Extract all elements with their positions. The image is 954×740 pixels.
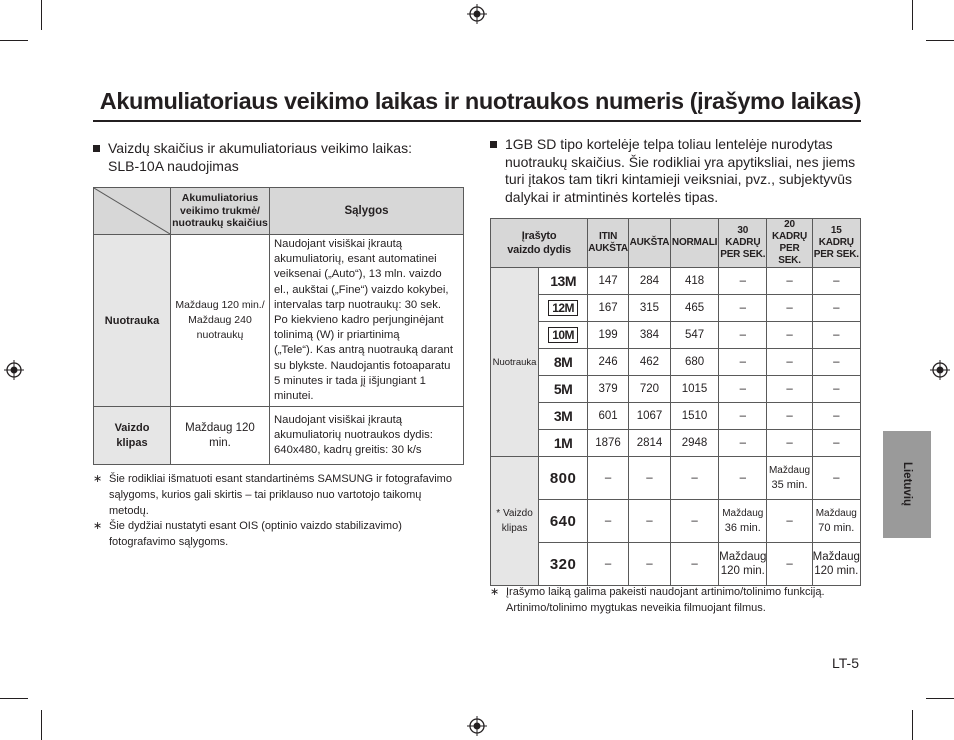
- table-row: 1M 1876 2814 2948 – – –: [491, 430, 861, 457]
- table-row: 320 – – – Maždaug 120 min. – Maždaug 120 min.: [491, 543, 861, 586]
- crop-mark: [926, 698, 954, 699]
- table-row: 3M 601 1067 1510 – – –: [491, 403, 861, 430]
- photo-conditions-cell: Naudojant visiškai įkrautą akumuliatorių, esant automatinei veiksenai („Auto“), 13 mln. vaizdo el., aukštai („Fine“) vaizdo kokybei, intervalas tarp nuotraukų: 30 sek. Po kiekvieno kadro perjunginėjant tolinimą (W) ir priartinimą („Tele“). Kas antrą nuotrauką darant su blykste. Naudojantis fotoaparatu 5 minutes ir tada jį išjungiant 1 minutei.: [270, 235, 464, 407]
- storage-table: [490, 218, 861, 586]
- header-conditions: Sąlygos: [270, 188, 464, 235]
- table-row: 8M 246 462 680 – – –: [491, 349, 861, 376]
- size-1m-icon: 1M: [539, 430, 588, 457]
- size-5m-icon: 5M: [539, 376, 588, 403]
- table-row: 640 – – – Maždaug 36 min. – Maždaug 70 min.: [491, 500, 861, 543]
- size-3m-icon: 3M: [539, 403, 588, 430]
- language-side-tab: [883, 431, 931, 538]
- header-15fps: 15 KADRŲ PER SEK.: [812, 219, 860, 268]
- footnote: ∗ Šie dydžiai nustatyti esant OIS (optinio vaizdo stabilizavimo) fotografavimo sąlygoms.: [93, 520, 402, 548]
- size-12m-icon: 12M: [539, 295, 588, 322]
- language-label: Lietuvių: [901, 461, 913, 507]
- right-bullet: 1GB SD tipo kortelėje telpa toliau lentelėje nurodytas nuotraukų skaičius. Šie rodikliai yra apytiksliai, nes jiems turi įtakos tam tikri kintamieji veiksniai, pvz., subjektyvūs dalykai ir atmintinės kortelės tipas.: [490, 136, 862, 208]
- page-number: LT-5: [832, 655, 859, 671]
- bullet-square-icon: [490, 141, 497, 148]
- table-row: 5M 379 720 1015 – – –: [491, 376, 861, 403]
- row-label-photo: Nuotrauka: [94, 235, 171, 407]
- video-time-cell: Maždaug 120 min.: [171, 407, 270, 465]
- diagonal-corner-cell: [94, 188, 171, 235]
- size-10m-icon: 10M: [539, 322, 588, 349]
- video-group-label: * Vaizdo klipas: [491, 457, 539, 586]
- crop-mark: [0, 40, 28, 41]
- crop-mark: [41, 0, 42, 30]
- header-30fps: 30 KADRŲ PER SEK.: [719, 219, 767, 268]
- crop-mark: [0, 698, 28, 699]
- footnote: ∗ Šie rodikliai išmatuoti esant standartinėms SAMSUNG ir fotografavimo sąlygoms, kurios gali skirtis – tai priklauso nuo vartotojo taikomų metodų.: [93, 473, 452, 517]
- header-battery-time: Akumuliatorius veikimo trukmė/ nuotraukų skaičius: [171, 188, 270, 235]
- battery-table: [93, 187, 464, 465]
- registration-mark-icon: [930, 360, 950, 380]
- crop-mark: [912, 710, 913, 740]
- crop-mark: [926, 40, 954, 41]
- video-conditions-cell: Naudojant visiškai įkrautą akumuliatorių nuotraukos dydis: 640x480, kadrų greitis: 30 k/s: [270, 407, 464, 465]
- registration-mark-icon: [4, 360, 24, 380]
- crop-mark: [41, 710, 42, 740]
- left-bullet-line: Vaizdų skaičius ir akumuliatoriaus veikimo laikas:: [108, 140, 412, 156]
- left-bullet-line: SLB-10A naudojimas: [108, 157, 239, 174]
- size-8m-icon: 8M: [539, 349, 588, 376]
- size-320-icon: 320: [539, 543, 588, 586]
- size-800-icon: 800: [539, 457, 588, 500]
- size-640-icon: 640: [539, 500, 588, 543]
- header-normal: NORMALI: [671, 219, 719, 268]
- table-row: 10M 199 384 547 – – –: [491, 322, 861, 349]
- table-row: 12M 167 315 465 – – –: [491, 295, 861, 322]
- title-rule: [93, 120, 861, 122]
- table-row: Nuotrauka 13M 147 284 418 – – –: [491, 268, 861, 295]
- photo-group-label: Nuotrauka: [491, 268, 539, 457]
- row-label-video: Vaizdo klipas: [94, 407, 171, 465]
- table-row: * Vaizdo klipas 800 – – – – Maždaug 35 min. –: [491, 457, 861, 500]
- header-superfine: ITIN AUKŠTA: [588, 219, 629, 268]
- registration-mark-icon: [467, 716, 487, 736]
- header-image-size: Įrašyto vaizdo dydis: [491, 219, 588, 268]
- page-title: Akumuliatoriaus veikimo laikas ir nuotraukos numeris (įrašymo laikas): [99, 88, 861, 114]
- crop-mark: [912, 0, 913, 30]
- left-bullet: [93, 140, 463, 176]
- size-13m-icon: 13M: [539, 268, 588, 295]
- registration-mark-icon: [467, 4, 487, 24]
- header-fine: AUKŠTA: [628, 219, 670, 268]
- footnote: ∗ Įrašymo laiką galima pakeisti naudojant artinimo/tolinimo funkciją. Artinimo/tolinimo mygtukas neveikia filmuojant filmus.: [490, 586, 825, 614]
- header-20fps: 20 KADRŲ PER SEK.: [767, 219, 812, 268]
- diagonal-line: [94, 188, 170, 234]
- photo-time-cell: Maždaug 120 min./ Maždaug 240 nuotraukų: [171, 235, 270, 407]
- bullet-square-icon: [93, 145, 100, 152]
